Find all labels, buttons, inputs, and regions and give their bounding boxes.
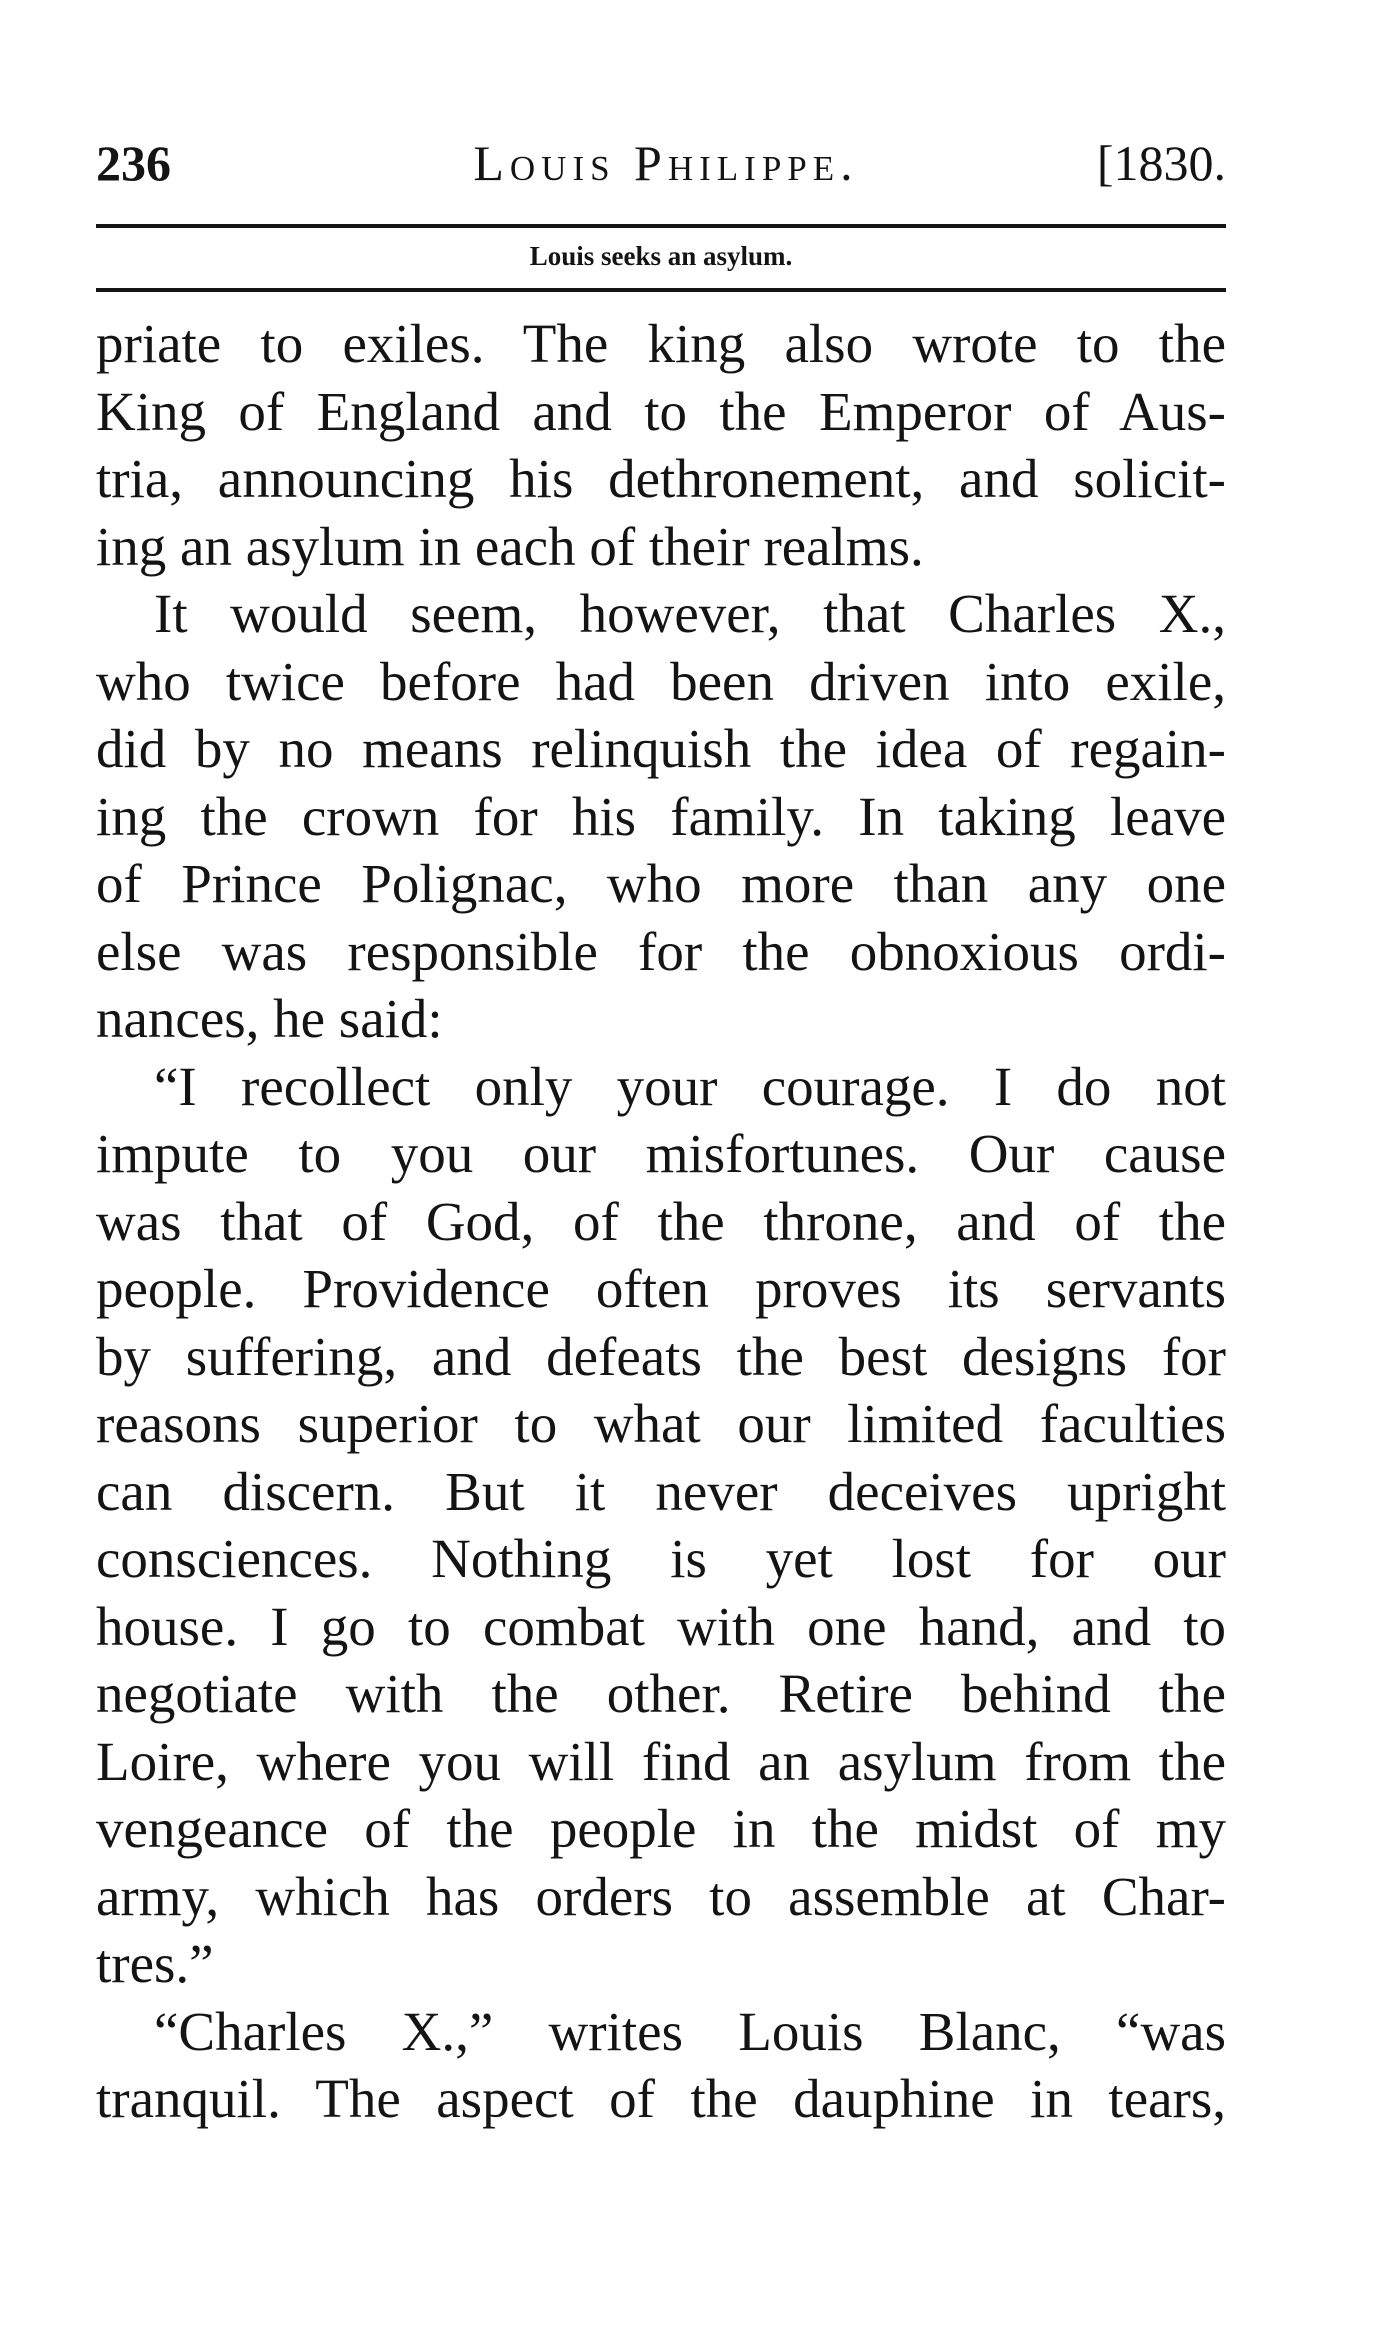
text-line: ing the crown for his family. In taking leave [96,785,1226,847]
text-line: “Charles X.,” writes Louis Blanc, “was [154,2000,1226,2062]
body-text [96,310,1226,2133]
text-line: army, which has orders to assemble at Char- [96,1865,1226,1927]
text-line: did by no means relinquish the idea of regain- [96,718,1226,779]
text-line: nances, he said: [96,988,443,1049]
text-line: It would seem, however, that Charles X., [154,583,1226,644]
text-line: house. I go to combat with one hand, and to [96,1595,1226,1657]
text-line: impute to you our misfortunes. Our cause [96,1123,1226,1184]
text-line: tria, announcing his dethronement, and solicit- [96,448,1226,509]
text-line: by suffering, and defeats the best designs for [96,1325,1226,1387]
text-line: reasons superior to what our limited faculties [96,1393,1226,1454]
chapter-year: [1830. [1096,135,1226,191]
text-line: ing an asylum in each of their realms. [96,515,924,577]
text-line: of Prince Polignac, who more than any one [96,853,1226,914]
text-line: was that of God, of the throne, and of the [96,1190,1226,1252]
text-line: tranquil. The aspect of the dauphine in tears, [96,2068,1226,2129]
running-head [96,128,1226,198]
text-line: else was responsible for the obnoxious ordi- [96,920,1226,982]
text-line: tres.” [96,1933,214,1994]
header-rule-top [96,224,1226,228]
text-line: consciences. Nothing is yet lost for our [96,1528,1226,1589]
text-line: “I recollect only your courage. I do not [154,1055,1226,1117]
page-number: 236 [96,135,171,191]
text-line: people. Providence often proves its servants [96,1258,1226,1319]
text-line: can discern. But it never deceives upright [96,1460,1226,1522]
text-line: who twice before had been driven into exile, [96,650,1226,712]
header-rule-bottom [96,288,1226,292]
text-line: vengeance of the people in the midst of my [96,1798,1226,1859]
section-subheading: Louis seeks an asylum. [529,241,793,271]
book-title: Louis Philippe. [473,135,859,191]
text-line: Loire, where you will find an asylum from the [96,1730,1226,1792]
text-line: King of England and to the Emperor of Aus- [96,380,1226,442]
text-line: negotiate with the other. Retire behind the [96,1663,1226,1724]
text-line: priate to exiles. The king also wrote to the [96,313,1226,374]
